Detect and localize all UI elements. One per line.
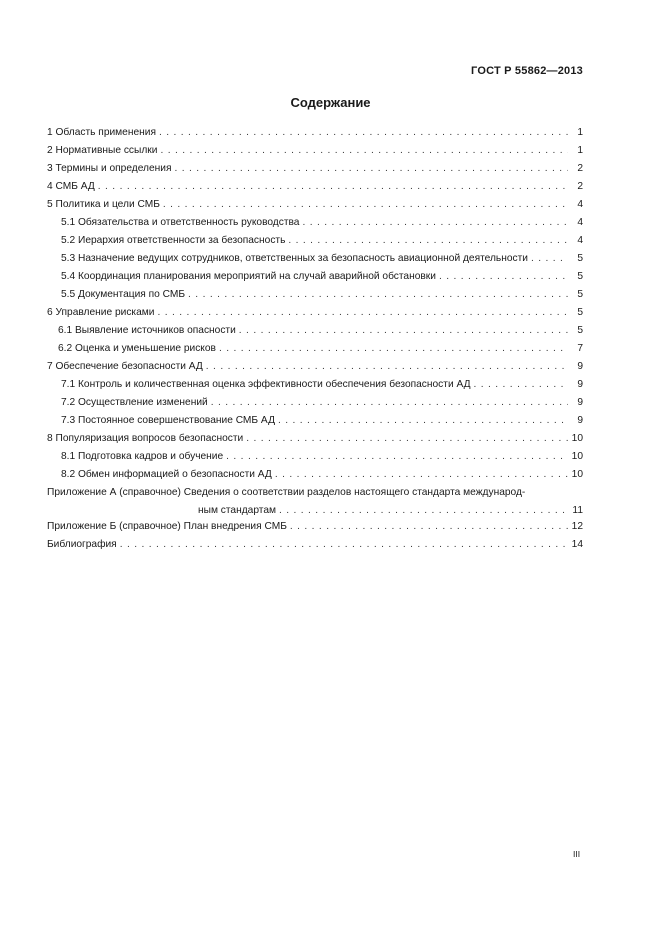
toc-item-label: 6 Управление рисками <box>47 304 157 322</box>
toc-subitem[interactable] <box>47 412 583 430</box>
toc-item[interactable] <box>47 178 583 196</box>
toc-leader-dots <box>302 214 568 232</box>
toc-item[interactable] <box>47 358 583 376</box>
toc-item-page: 10 <box>571 451 583 462</box>
toc-item-label: 4 СМБ АД <box>47 178 98 196</box>
toc-item-page: 11 <box>572 505 583 516</box>
toc-item-label: 6.2 Оценка и уменьшение рисков <box>58 340 219 358</box>
toc-item-label: 5.2 Иерархия ответственности за безопасность <box>61 232 288 250</box>
toc-item-page: 1 <box>577 145 583 156</box>
toc-item-page: 5 <box>577 253 583 264</box>
toc-item[interactable] <box>47 304 583 322</box>
toc-leader-dots <box>290 518 568 536</box>
toc-item-page: 2 <box>577 163 583 174</box>
toc-item[interactable] <box>47 196 583 214</box>
toc-subitem[interactable] <box>47 466 583 484</box>
toc-item-page: 5 <box>577 271 583 282</box>
toc-item-page: 2 <box>577 181 583 192</box>
toc-subitem[interactable] <box>47 250 583 268</box>
toc-item-label: 8.1 Подготовка кадров и обучение <box>61 448 226 466</box>
toc-item-page: 9 <box>577 397 583 408</box>
toc-item-page: 4 <box>577 235 583 246</box>
toc-leader-dots <box>474 376 569 394</box>
toc-item-page: 10 <box>571 469 583 480</box>
toc-item-label: 3 Термины и определения <box>47 160 174 178</box>
toc-subitem[interactable] <box>47 214 583 232</box>
toc-item-page: 10 <box>571 433 583 444</box>
toc-item[interactable] <box>47 142 583 160</box>
toc-leader-dots <box>160 142 568 160</box>
toc-item-label: 7 Обеспечение безопасности АД <box>47 358 206 376</box>
toc-subitem[interactable] <box>47 268 583 286</box>
toc-item-label: 2 Нормативные ссылки <box>47 142 160 160</box>
toc-subitem[interactable] <box>47 448 583 466</box>
toc-item-page: 5 <box>577 325 583 336</box>
toc-item-page: 5 <box>577 307 583 318</box>
toc-item-label: 5.4 Координация планирования мероприятий на случай аварийной обстановки <box>61 268 439 286</box>
toc-subitem[interactable] <box>47 286 583 304</box>
toc-item-label-line2: ным стандартам <box>198 502 279 520</box>
toc-item-page: 9 <box>577 415 583 426</box>
toc-item-label: 7.3 Постоянное совершенствование СМБ АД <box>61 412 278 430</box>
toc-item-label-line1: Приложение А (справочное) Сведения о соответствии разделов настоящего стандарта международ- <box>47 487 526 498</box>
toc-item-page: 9 <box>577 361 583 372</box>
toc-item-label: 8 Популяризация вопросов безопасности <box>47 430 246 448</box>
toc-leader-dots <box>174 160 568 178</box>
toc-subitem[interactable] <box>47 376 583 394</box>
toc-item-page: 4 <box>577 217 583 228</box>
toc-item-label: 6.1 Выявление источников опасности <box>58 322 239 340</box>
toc-leader-dots <box>219 340 568 358</box>
toc-appendix-item[interactable] <box>47 484 583 518</box>
toc-subitem[interactable] <box>47 232 583 250</box>
toc-subitem[interactable] <box>47 322 583 340</box>
toc-item-label: 1 Область применения <box>47 124 159 142</box>
document-code: ГОСТ Р 55862—2013 <box>471 65 583 77</box>
toc-item-label: 5.1 Обязательства и ответственность руководства <box>61 214 302 232</box>
toc-item-page: 9 <box>577 379 583 390</box>
toc-leader-dots <box>531 250 568 268</box>
toc-item-page: 5 <box>577 289 583 300</box>
page-number: III <box>573 849 581 859</box>
toc-item-label: Библиография <box>47 536 120 554</box>
toc-leader-dots <box>211 394 568 412</box>
toc-leader-dots <box>439 268 568 286</box>
toc-item-label: 5 Политика и цели СМБ <box>47 196 163 214</box>
toc-item-page: 14 <box>571 539 583 550</box>
toc-item-label: Приложение Б (справочное) План внедрения СМБ <box>47 518 290 536</box>
toc-leader-dots <box>278 412 568 430</box>
toc-leader-dots <box>246 430 568 448</box>
toc-leader-dots <box>275 466 568 484</box>
toc-item-label: 7.1 Контроль и количественная оценка эффективности обеспечения безопасности АД <box>61 376 474 394</box>
toc-item-label: 5.5 Документация по СМБ <box>61 286 188 304</box>
toc-leader-dots <box>288 232 568 250</box>
toc-item[interactable] <box>47 160 583 178</box>
toc-leader-dots <box>120 536 568 554</box>
toc-item-label: 7.2 Осуществление изменений <box>61 394 211 412</box>
toc-leader-dots <box>98 178 568 196</box>
toc-item-label: 8.2 Обмен информацией о безопасности АД <box>61 466 275 484</box>
toc-item[interactable] <box>47 124 583 142</box>
toc-leader-dots <box>159 124 568 142</box>
toc-leader-dots <box>188 286 568 304</box>
toc-item[interactable] <box>47 536 583 554</box>
toc-item[interactable] <box>47 430 583 448</box>
toc-leader-dots <box>157 304 568 322</box>
toc-item-label: 5.3 Назначение ведущих сотрудников, ответственных за безопасность авиационной деятельности <box>61 250 531 268</box>
toc-item-page: 12 <box>571 521 583 532</box>
toc-leader-dots <box>239 322 568 340</box>
toc-item-page: 7 <box>577 343 583 354</box>
toc-leader-dots <box>226 448 568 466</box>
page-title: Содержание <box>290 95 371 110</box>
toc-subitem[interactable] <box>47 394 583 412</box>
toc-item-page: 1 <box>577 127 583 138</box>
toc-leader-dots <box>163 196 568 214</box>
toc-item[interactable] <box>47 518 583 536</box>
toc-subitem[interactable] <box>47 340 583 358</box>
toc-item-page: 4 <box>577 199 583 210</box>
toc-leader-dots <box>206 358 568 376</box>
table-of-contents <box>47 124 583 554</box>
